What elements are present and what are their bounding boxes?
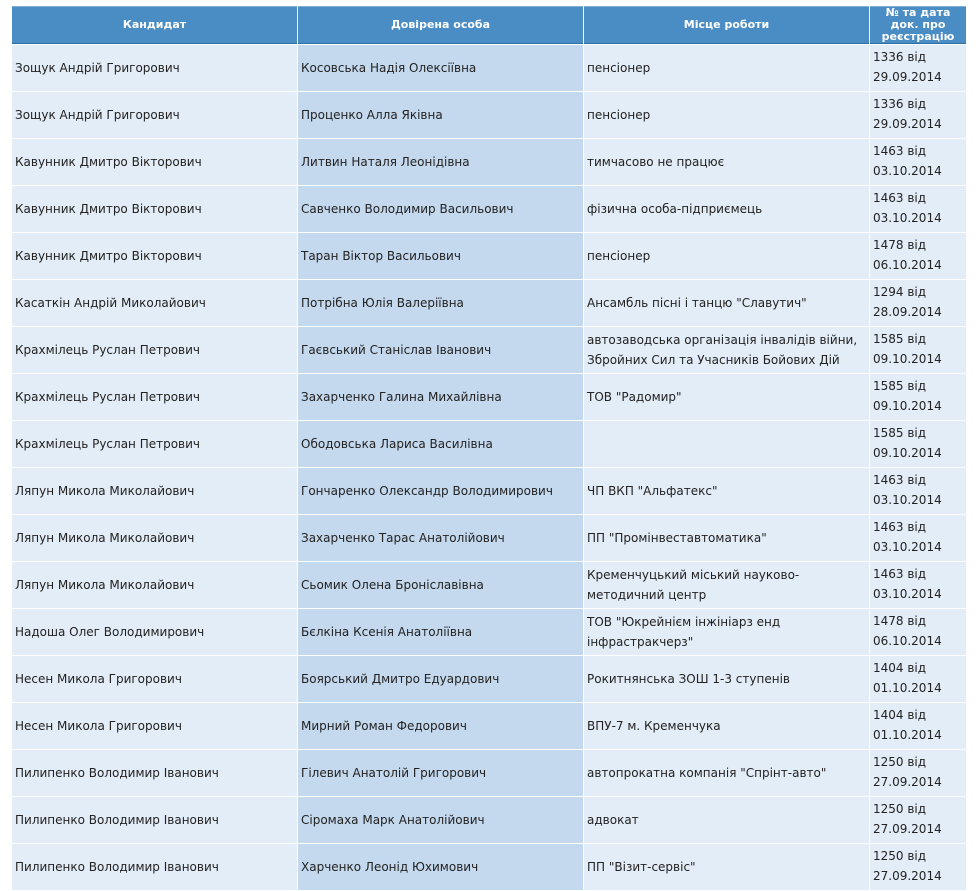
registration-number: 1404 від [873,708,927,722]
table-row [12,750,966,796]
registration-cell [870,374,966,420]
registration-cell [870,797,966,843]
candidate-cell: Пилипенко Володимир Іванович [12,750,297,796]
registration-date: 06.10.2014 [873,634,942,648]
registration-number: 1463 від [873,144,927,158]
table-header [12,6,966,44]
registration-date: 29.09.2014 [873,70,942,84]
proxy-cell: Захарченко Галина Михайлівна [298,374,583,420]
registration-cell [870,515,966,561]
registration-cell [870,327,966,373]
table-row [12,468,966,514]
proxy-cell: Ободовська Лариса Василівна [298,421,583,467]
registration-date: 03.10.2014 [873,540,942,554]
candidate-cell: Кавунник Дмитро Вікторович [12,233,297,279]
workplace-cell: пенсіонер [584,45,869,91]
candidate-cell: Несен Микола Григорович [12,703,297,749]
proxy-cell: Харченко Леонід Юхимович [298,844,583,890]
candidate-cell: Крахмілець Руслан Петрович [12,421,297,467]
registration-cell [870,92,966,138]
candidate-cell: Крахмілець Руслан Петрович [12,327,297,373]
proxy-cell: Сьомик Олена Броніславівна [298,562,583,608]
candidate-cell: Ляпун Микола Миколайович [12,562,297,608]
registration-number: 1478 від [873,614,927,628]
candidate-cell: Несен Микола Григорович [12,656,297,702]
table-row [12,562,966,608]
candidate-cell: Кавунник Дмитро Вікторович [12,139,297,185]
workplace-cell: тимчасово не працює [584,139,869,185]
header-proxy: Довірена особа [298,6,583,44]
registration-date: 03.10.2014 [873,493,942,507]
registration-cell [870,609,966,655]
table-row [12,92,966,138]
candidate-cell: Зощук Андрій Григорович [12,92,297,138]
registration-date: 03.10.2014 [873,587,942,601]
registration-cell [870,45,966,91]
workplace-cell: пенсіонер [584,92,869,138]
registration-cell [870,139,966,185]
candidate-cell: Надоша Олег Володимирович [12,609,297,655]
registration-number: 1294 від [873,285,927,299]
workplace-cell: Кременчуцький міський науково-методичний центр [584,562,869,608]
proxy-cell: Бєлкіна Ксенія Анатоліївна [298,609,583,655]
candidate-cell: Ляпун Микола Миколайович [12,515,297,561]
registration-date: 27.09.2014 [873,775,942,789]
candidate-cell: Зощук Андрій Григорович [12,45,297,91]
proxy-cell: Проценко Алла Яківна [298,92,583,138]
workplace-cell: ТОВ "Юкрейнієм інжініарз енд інфрастракчерз" [584,609,869,655]
registration-date: 01.10.2014 [873,728,942,742]
workplace-cell: адвокат [584,797,869,843]
workplace-cell: ПП "Промінвеставтоматика" [584,515,869,561]
header-registration: № та дата док. про реєстрацію [870,6,966,44]
workplace-cell: фізична особа-підприємець [584,186,869,232]
registration-cell [870,468,966,514]
registration-cell [870,562,966,608]
registration-number: 1463 від [873,473,927,487]
table-row [12,609,966,655]
workplace-cell: автозаводська організація інвалідів війни, Збройних Сил та Учасників Бойових Дій [584,327,869,373]
registration-number: 1463 від [873,567,927,581]
workplace-cell: автопрокатна компанія "Спрінт-авто" [584,750,869,796]
registration-date: 03.10.2014 [873,211,942,225]
proxy-cell: Гончаренко Олександр Володимирович [298,468,583,514]
registration-date: 27.09.2014 [873,822,942,836]
registration-date: 03.10.2014 [873,164,942,178]
proxy-cell: Сіромаха Марк Анатолійович [298,797,583,843]
candidate-cell: Кавунник Дмитро Вікторович [12,186,297,232]
proxy-cell: Таран Віктор Васильович [298,233,583,279]
registration-date: 01.10.2014 [873,681,942,695]
proxies-table [11,5,967,891]
registration-number: 1478 від [873,238,927,252]
table-row [12,703,966,749]
table-row [12,656,966,702]
candidate-cell: Касаткін Андрій Миколайович [12,280,297,326]
workplace-cell: ПП "Візит-сервіс" [584,844,869,890]
table-body [12,45,966,890]
registration-cell [870,656,966,702]
candidate-cell: Ляпун Микола Миколайович [12,468,297,514]
registration-date: 09.10.2014 [873,352,942,366]
registration-date: 09.10.2014 [873,446,942,460]
registration-cell [870,186,966,232]
registration-date: 27.09.2014 [873,869,942,883]
workplace-cell: ВПУ-7 м. Кременчука [584,703,869,749]
header-candidate: Кандидат [12,6,297,44]
registration-date: 09.10.2014 [873,399,942,413]
registration-number: 1336 від [873,50,927,64]
table-row [12,515,966,561]
registration-cell [870,233,966,279]
table-row [12,45,966,91]
workplace-cell [584,421,869,467]
workplace-cell: ЧП ВКП "Альфатекс" [584,468,869,514]
table-row [12,139,966,185]
registration-cell [870,280,966,326]
table-row [12,233,966,279]
workplace-cell: ТОВ "Радомир" [584,374,869,420]
table-row [12,844,966,890]
table-row [12,186,966,232]
proxy-cell: Савченко Володимир Васильович [298,186,583,232]
registration-number: 1585 від [873,379,927,393]
registration-number: 1250 від [873,802,927,816]
registration-cell [870,750,966,796]
candidate-cell: Пилипенко Володимир Іванович [12,797,297,843]
workplace-cell: пенсіонер [584,233,869,279]
registration-number: 1404 від [873,661,927,675]
registration-number: 1250 від [873,755,927,769]
candidate-cell: Крахмілець Руслан Петрович [12,374,297,420]
proxy-cell: Литвин Наталя Леонідівна [298,139,583,185]
registration-number: 1585 від [873,332,927,346]
table-row [12,797,966,843]
workplace-cell: Рокитнянська ЗОШ 1-3 ступенів [584,656,869,702]
table-row [12,327,966,373]
proxy-cell: Захарченко Тарас Анатолійович [298,515,583,561]
proxy-cell: Боярський Дмитро Едуардович [298,656,583,702]
registration-date: 29.09.2014 [873,117,942,131]
table-row [12,374,966,420]
proxy-cell: Потрібна Юлія Валеріївна [298,280,583,326]
header-workplace: Місце роботи [584,6,869,44]
registration-cell [870,421,966,467]
workplace-cell: Ансамбль пісні і танцю "Славутич" [584,280,869,326]
registration-number: 1585 від [873,426,927,440]
proxy-cell: Косовська Надія Олексіївна [298,45,583,91]
table-row [12,421,966,467]
registration-cell [870,703,966,749]
proxy-cell: Гілевич Анатолій Григорович [298,750,583,796]
registration-date: 06.10.2014 [873,258,942,272]
header-row [12,6,966,44]
registration-cell [870,844,966,890]
proxy-cell: Мирний Роман Федорович [298,703,583,749]
registration-number: 1463 від [873,191,927,205]
table-row [12,280,966,326]
registration-number: 1463 від [873,520,927,534]
candidate-cell: Пилипенко Володимир Іванович [12,844,297,890]
registration-number: 1336 від [873,97,927,111]
registration-number: 1250 від [873,849,927,863]
proxy-cell: Гаєвський Станіслав Іванович [298,327,583,373]
registration-date: 28.09.2014 [873,305,942,319]
